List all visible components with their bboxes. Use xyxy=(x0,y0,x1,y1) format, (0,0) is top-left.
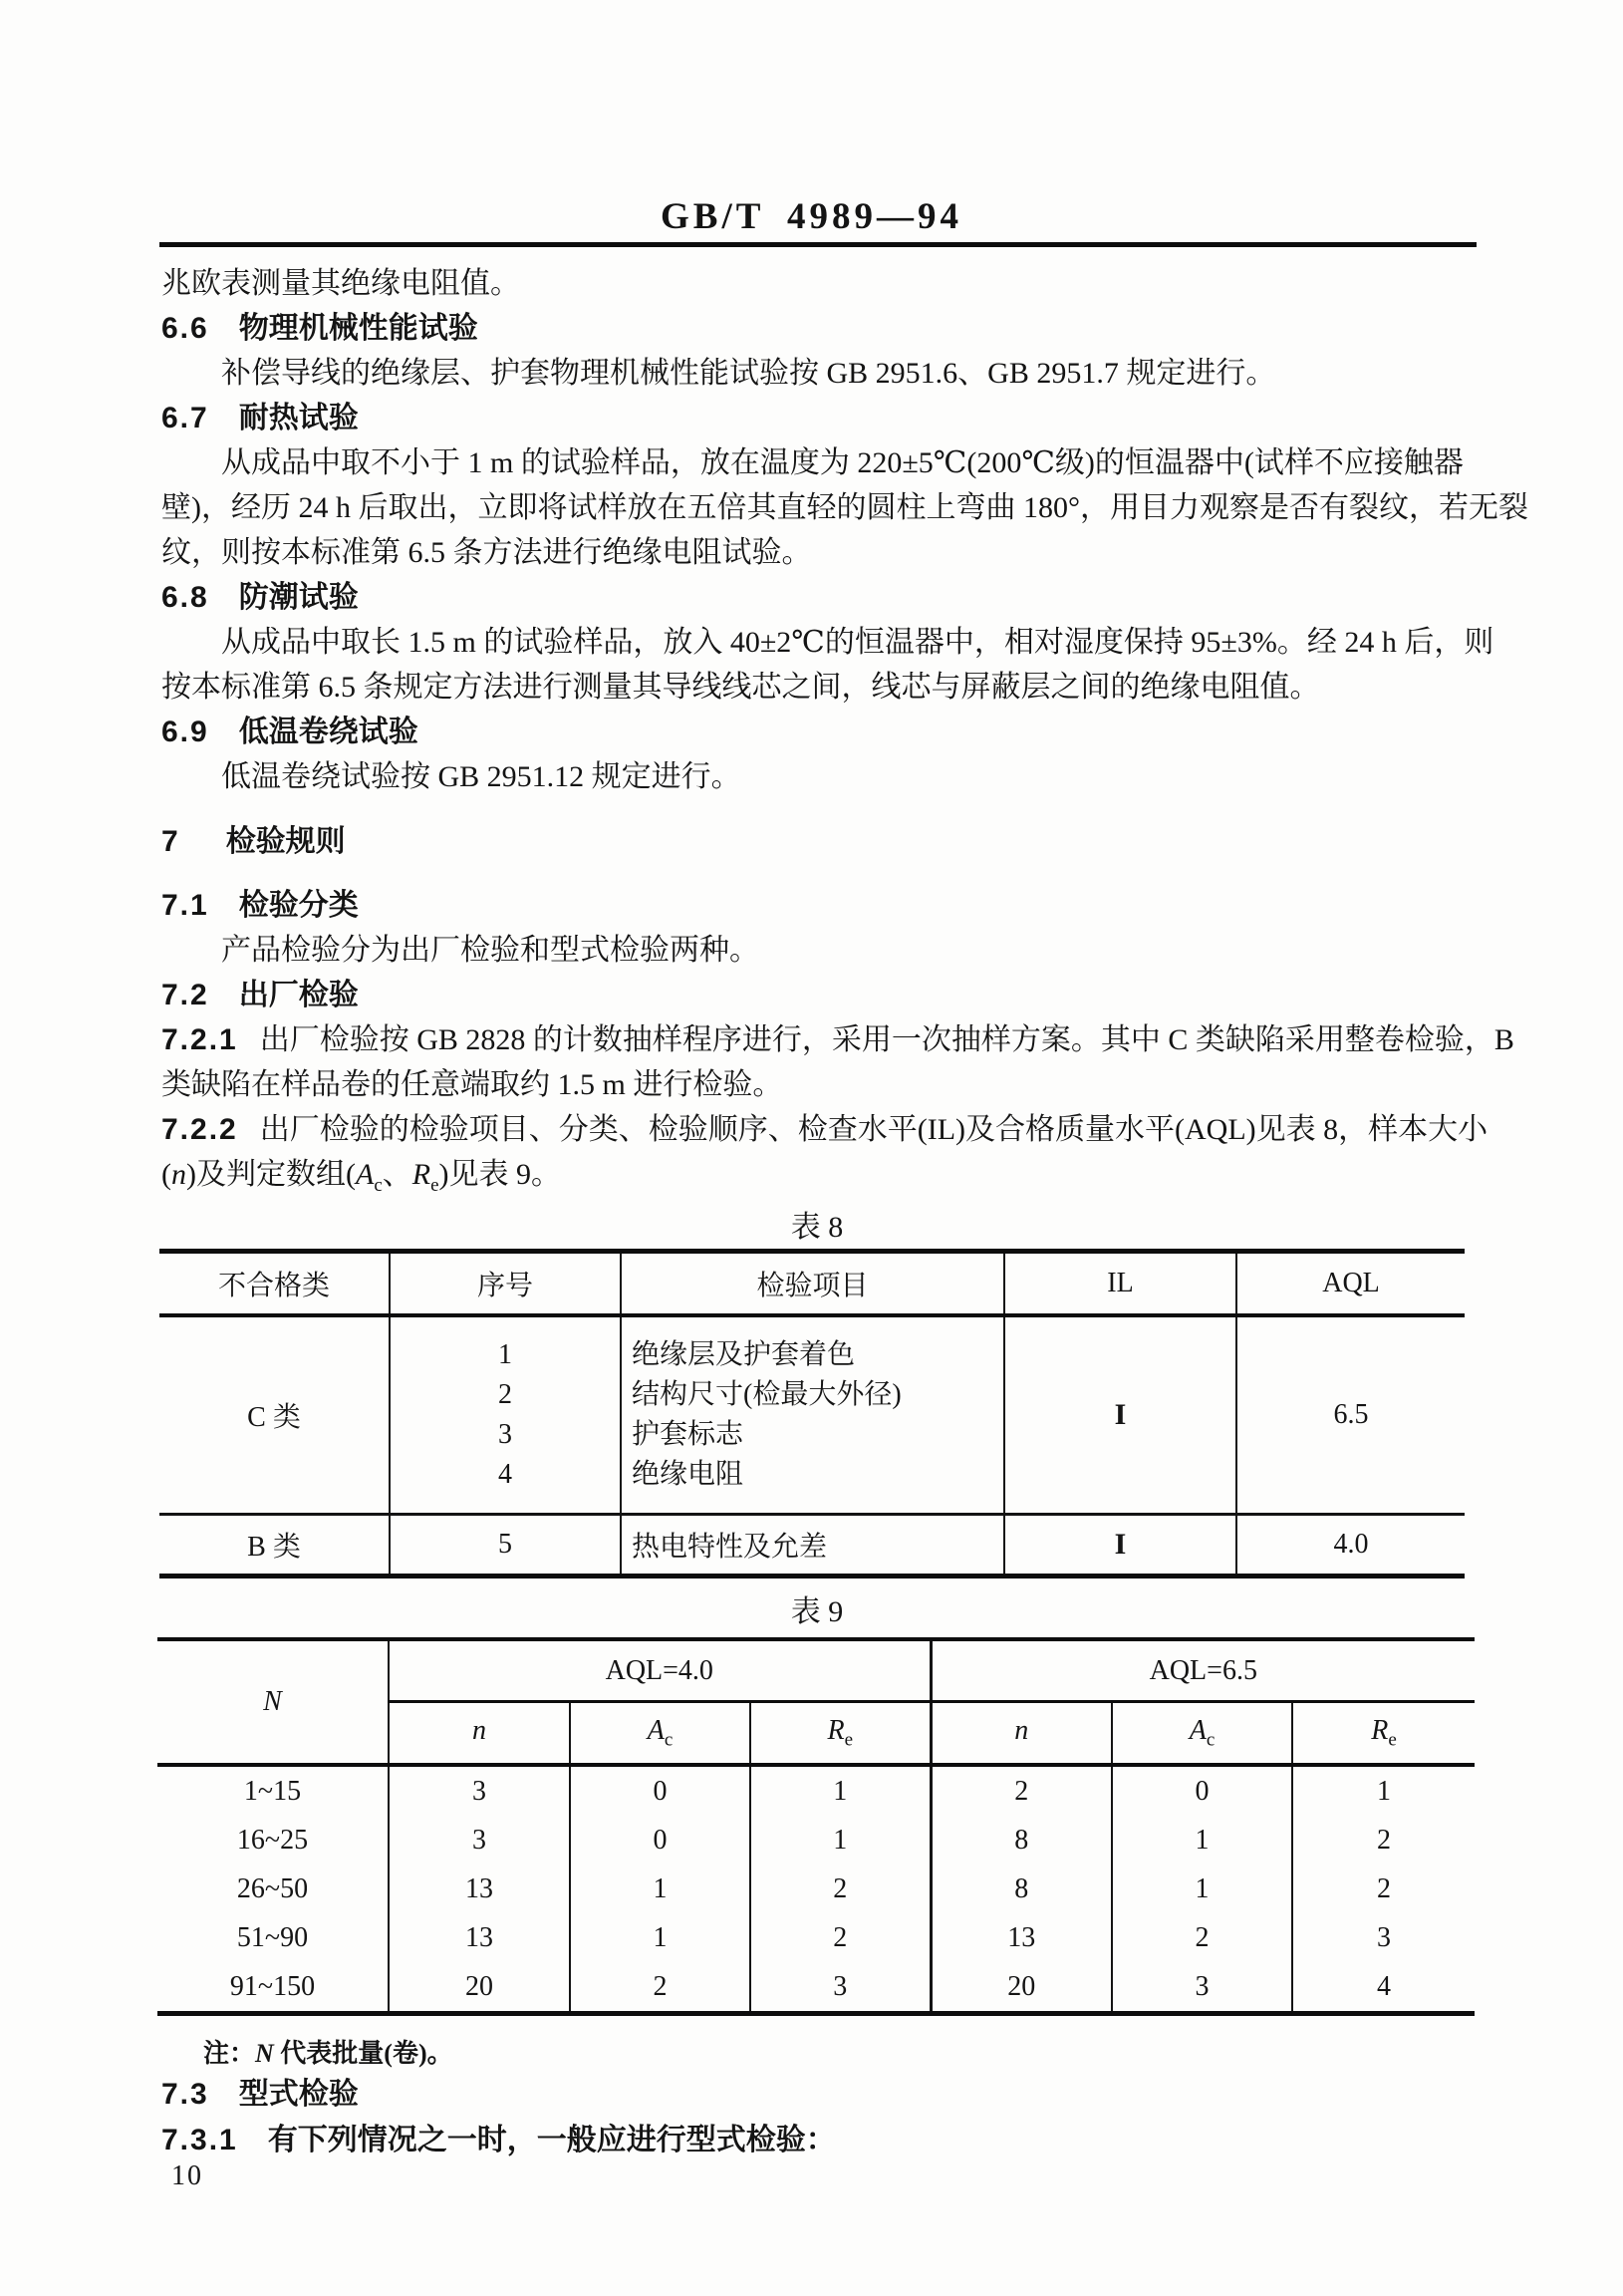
body-line: 兆欧表测量其绝缘电阻值。 xyxy=(161,267,520,300)
table9-header-n: N xyxy=(157,1639,389,1765)
symbol-N: N xyxy=(255,2039,274,2068)
section-heading-7-3 xyxy=(161,2069,359,2113)
table9-note: 注：N 代表批量(卷)。 xyxy=(203,2039,453,2068)
subheader-ac1: $A_c$ xyxy=(570,1702,750,1766)
subheader-re1: $R_e$ xyxy=(750,1702,931,1766)
clause-title: 物理机械性能试验 xyxy=(238,312,478,345)
body-line: 补偿导线的绝缘层、护套物理机械性能试验按 GB 2951.6、GB 2951.7 规定进行。 xyxy=(221,357,1276,390)
body-line-symbols: (n)及判定数组($A_c$、$R_e$)见表 9。 xyxy=(161,1158,562,1196)
section-heading-6-6 xyxy=(161,306,1487,351)
body-line: 类缺陷在样品卷的任意端取约 1.5 m 进行检验。 xyxy=(161,1068,783,1101)
table9-data-row: 16~25 3 0 1 8 1 2 xyxy=(157,1816,1475,1865)
symbol-Ac: A xyxy=(355,1158,375,1191)
clause-number: 6.8 xyxy=(161,581,209,614)
clause-number: 6.9 xyxy=(161,716,209,748)
clause-title: 检验分类 xyxy=(238,889,359,922)
page-number: 10 xyxy=(171,2160,203,2191)
chapter-heading-7 xyxy=(161,819,1487,864)
clause-number: 7.3 xyxy=(161,2078,209,2111)
clause-number: 7.2.2 xyxy=(161,1113,238,1146)
cell-seq-c: 1 2 3 4 xyxy=(390,1315,621,1515)
subheader-re2: $R_e$ xyxy=(1292,1702,1475,1766)
header-divider xyxy=(159,242,1477,247)
clause-text: 出厂检验的检验项目、分类、检验顺序、检查水平(IL)及合格质量水平(AQL)见表 8，样本大小 xyxy=(259,1113,1488,1146)
table8-header-class: 不合格类 xyxy=(159,1252,390,1316)
clause-title: 防潮试验 xyxy=(238,581,359,614)
cell-seq-b: 5 xyxy=(390,1515,621,1577)
symbol-Re: R xyxy=(411,1158,431,1191)
table9-group-aql65: AQL=6.5 xyxy=(931,1639,1475,1702)
clause-number: 7 xyxy=(161,825,180,858)
table9-data-row: 26~50 13 1 2 8 1 2 xyxy=(157,1865,1475,1913)
cell-item-b: 热电特性及允差 xyxy=(621,1515,1004,1577)
cell-aql-b: 4.0 xyxy=(1333,1529,1369,1560)
clause-number: 7.1 xyxy=(161,889,209,922)
clause-number: 7.2.1 xyxy=(161,1023,238,1056)
table8-header-item: 检验项目 xyxy=(621,1252,1004,1316)
table8-caption: 表 8 xyxy=(790,1211,844,1244)
table8-header-seq: 序号 xyxy=(390,1252,621,1316)
body-line: 从成品中取不小于 1 m 的试验样品，放在温度为 220±5℃(200℃级)的恒温器中(试样不应接触器 xyxy=(221,446,1464,479)
body-line: 壁)，经历 24 h 后取出，立即将试样放在五倍其直轻的圆柱上弯曲 180°，用目力观察是否有裂纹，若无裂 xyxy=(161,491,1528,524)
body-line: 从成品中取长 1.5 m 的试验样品，放入 40±2℃的恒温器中，相对湿度保持 95±3%。经 24 h 后，则 xyxy=(221,626,1494,659)
table8-row-b xyxy=(159,1515,1465,1577)
clause-number: 6.6 xyxy=(161,312,209,345)
table9-data-row: 1~15 3 0 1 2 0 1 xyxy=(157,1765,1475,1816)
clause-7-3-1-line xyxy=(161,2115,836,2158)
clause-number: 7.3.1 xyxy=(161,2124,238,2156)
symbol-n: n xyxy=(171,1158,186,1191)
section-heading-7-2 xyxy=(161,973,1487,1017)
table9-group-row xyxy=(157,1639,1475,1702)
clause-number: 6.7 xyxy=(161,402,209,434)
table9-caption: 表 9 xyxy=(790,1595,844,1628)
body-line: 产品检验分为出厂检验和型式检验两种。 xyxy=(221,934,759,967)
body-line: 低温卷绕试验按 GB 2951.12 规定进行。 xyxy=(221,760,741,793)
table8-header-row xyxy=(159,1252,1465,1316)
subheader-ac2: $A_c$ xyxy=(1112,1702,1292,1766)
clause-7-2-1-line xyxy=(161,1017,1514,1062)
subheader-n1: n xyxy=(389,1702,570,1766)
cell-il-c: I xyxy=(1004,1315,1236,1515)
clause-text: 出厂检验按 GB 2828 的计数抽样程序进行，采用一次抽样方案。其中 C 类缺陷采用整卷检验，B xyxy=(259,1023,1514,1056)
section-heading-6-7 xyxy=(161,396,1487,440)
clause-7-2-2-line xyxy=(161,1107,1487,1152)
clause-title: 低温卷绕试验 xyxy=(238,716,418,748)
cell-aql-c: 6.5 xyxy=(1236,1315,1465,1515)
table8 xyxy=(159,1249,1465,1578)
table9-data-row: 51~90 13 1 2 13 2 3 xyxy=(157,1913,1475,1962)
table8-row-c xyxy=(159,1315,1465,1515)
table9-data-row: 91~150 20 2 3 20 3 4 xyxy=(157,1962,1475,2014)
clause-title: 出厂检验 xyxy=(238,979,359,1011)
section-heading-6-9 xyxy=(161,710,1487,754)
doc-code: GB/T 4989—94 xyxy=(661,196,962,237)
clause-number: 7.2 xyxy=(161,979,209,1011)
cell-class-c: C 类 xyxy=(159,1315,390,1515)
section-heading-6-8 xyxy=(161,575,1487,620)
cell-items-c: 绝缘层及护套着色 结构尺寸(检最大外径) 护套标志 绝缘电阻 xyxy=(621,1315,1004,1515)
table8-header-aql: AQL xyxy=(1236,1252,1465,1316)
body-line: 纹，则按本标准第 6.5 条方法进行绝缘电阻试验。 xyxy=(161,536,812,569)
table9 xyxy=(157,1637,1475,2016)
clause-title: 耐热试验 xyxy=(238,402,359,434)
cell-class-b: B 类 xyxy=(159,1515,390,1577)
clause-text: 有下列情况之一时，一般应进行型式检验： xyxy=(267,2124,836,2156)
clause-title: 检验规则 xyxy=(225,825,346,858)
body-text xyxy=(161,261,1528,1208)
body-line: 按本标准第 6.5 条规定方法进行测量其导线线芯之间，线芯与屏蔽层之间的绝缘电阻值。 xyxy=(161,671,1320,704)
table9-group-aql40: AQL=4.0 xyxy=(389,1639,931,1702)
subheader-n2: n xyxy=(931,1702,1112,1766)
section-heading-7-1 xyxy=(161,883,1487,928)
table8-header-il: IL xyxy=(1004,1252,1236,1316)
cell-il-b: I xyxy=(1004,1515,1236,1577)
clause-title: 型式检验 xyxy=(238,2078,359,2111)
